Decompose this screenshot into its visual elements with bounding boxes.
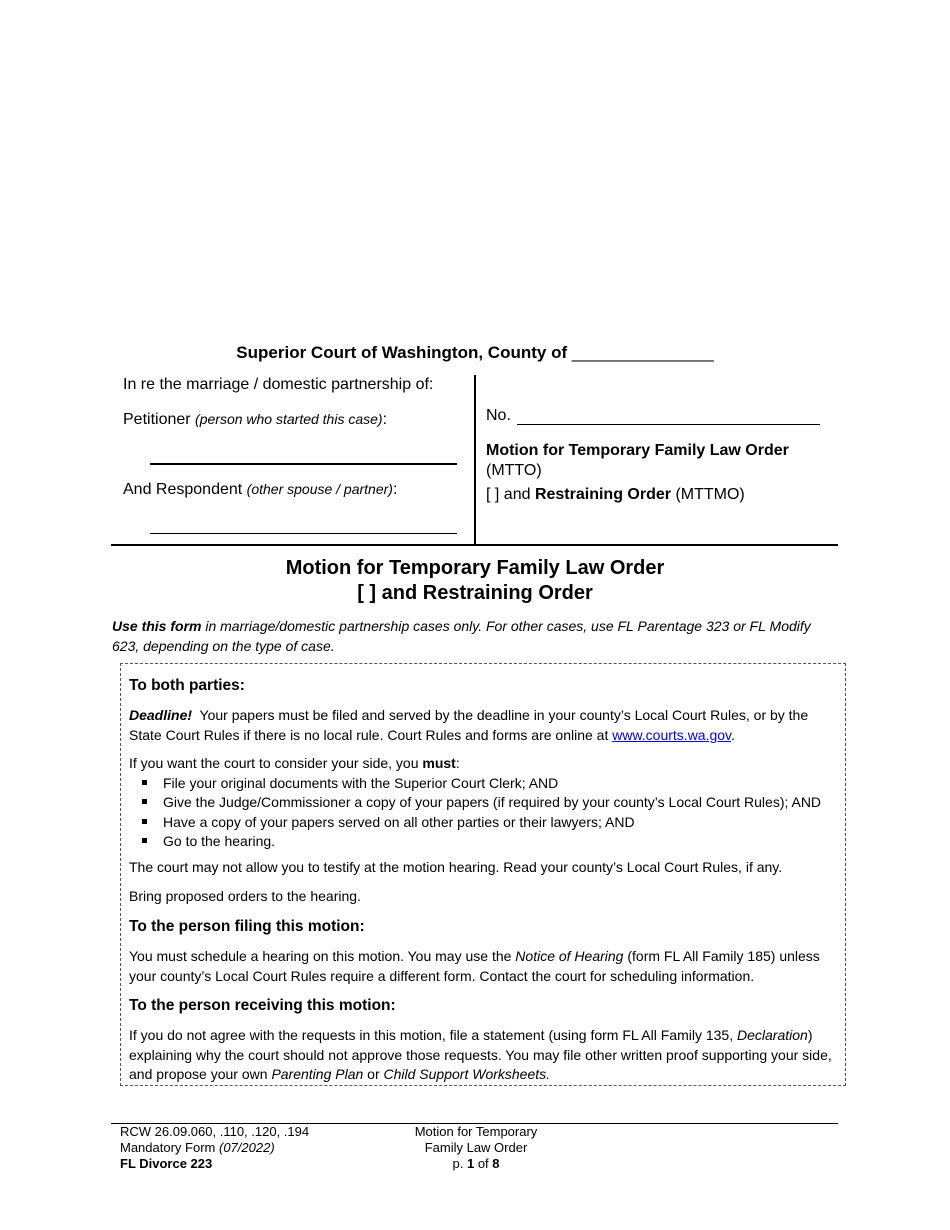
petitioner-label <box>123 411 387 429</box>
consider-text: If you want the court to consider your side, you <box>129 755 419 771</box>
respondent-note: (other spouse / partner) <box>246 481 393 497</box>
petitioner-note: (person who started this case) <box>195 411 383 427</box>
case-number-line[interactable] <box>517 424 820 425</box>
footer-center <box>376 1124 576 1172</box>
filing-italic: Notice of Hearing <box>515 948 624 964</box>
receiving-italic-declaration: Declaration <box>737 1027 808 1043</box>
form-title-bold: Motion for Temporary Family Law Order <box>486 442 789 459</box>
courts-website-link[interactable]: www.courts.wa.gov <box>612 726 732 743</box>
requirements-list <box>129 774 834 852</box>
footer-page <box>376 1156 576 1172</box>
restraining-checkbox[interactable]: [ ] <box>486 486 500 503</box>
receiving-or: or <box>367 1066 380 1082</box>
court-title <box>0 343 950 363</box>
consider-must: must <box>422 755 456 771</box>
list-item <box>129 793 834 813</box>
main-title-line2: [ ] and Restraining Order <box>357 582 593 604</box>
restraining-code: (MTTMO) <box>675 486 745 503</box>
bring-orders-paragraph: Bring proposed orders to the hearing. <box>129 888 361 904</box>
footer-mandatory <box>120 1140 309 1156</box>
bullet-icon <box>142 838 147 843</box>
footer-page-num: 1 <box>466 1156 475 1171</box>
form-title-code: (MTTO) <box>486 462 542 479</box>
court-title-text: Superior Court of Washington, County of <box>236 343 568 362</box>
case-number-label: No. <box>486 407 511 424</box>
consider-paragraph: If you want the court to consider your side, you must: File your original documents with the Superior Court Clerk; AND Give the Judge/Commissioner a copy of your papers (if required by your county’s Local Court Rules); AND Have a copy of your papers served on all other parties or their lawyers; AND Go to the hearing. <box>129 754 834 852</box>
receiving-italic-parenting-plan: Parenting Plan <box>271 1066 364 1082</box>
respondent-colon: : <box>392 481 398 498</box>
bullet-icon <box>142 780 147 785</box>
bullet-icon <box>142 799 147 804</box>
filing-pre: You must schedule a hearing on this motion. You may use the <box>129 948 512 964</box>
list-item-text: Have a copy of your papers served on all other parties or their lawyers; AND <box>163 813 635 830</box>
receiving-italic-worksheets: Child Support Worksheets. <box>383 1066 551 1082</box>
use-form-rest: in marriage/domestic partnership cases only. For other cases, use FL Parentage 323 or FL Modify 623, depending on the type of case. <box>112 618 811 654</box>
use-form-bold: Use this form <box>112 618 202 634</box>
receiving-pre: If you do not agree with the requests in this motion, file a statement (using form FL All Family 135, <box>129 1027 734 1043</box>
filing-paragraph <box>129 947 834 986</box>
deadline-text: Your papers must be filed and served by the deadline in your county’s Local Court Rules, or by the State Court Rules if there is no local rule. Court Rules and forms are online at <box>129 707 809 743</box>
footer-center-line1: Motion for Temporary <box>414 1124 538 1139</box>
deadline-label: Deadline! <box>129 707 193 723</box>
caption-horizontal-divider <box>111 544 838 546</box>
list-item-text: Give the Judge/Commissioner a copy of your papers (if required by your county’s Local Court Rules); AND <box>163 794 822 810</box>
footer-left <box>120 1124 309 1172</box>
list-item <box>129 832 834 852</box>
restraining-option <box>486 486 745 504</box>
footer-page-prefix: p. <box>452 1156 464 1171</box>
and-text: and <box>503 486 531 503</box>
respondent-label-text: And Respondent <box>123 481 243 498</box>
use-form-note <box>112 616 832 656</box>
deadline-period: . <box>731 726 735 743</box>
list-item-text: File your original documents with the Superior Court Clerk; AND <box>163 774 559 791</box>
caption-vertical-divider <box>474 375 476 545</box>
petitioner-name-line[interactable] <box>150 463 457 465</box>
list-item <box>129 813 834 833</box>
bullet-icon <box>142 819 147 824</box>
receiving-heading: To the person receiving this motion: <box>129 997 396 1014</box>
restraining-bold: Restraining Order <box>534 486 671 503</box>
footer-page-of: of <box>477 1156 489 1171</box>
footer-form-id: FL Divorce 223 <box>120 1156 213 1171</box>
footer-rcw: RCW 26.09.060, .110, .120, .194 <box>120 1124 310 1139</box>
receiving-paragraph <box>129 1026 834 1085</box>
testify-paragraph: The court may not allow you to testify at the motion hearing. Read your county’s Local Court Rules, if any. <box>129 859 783 875</box>
footer-center-line2: Family Law Order <box>424 1140 528 1155</box>
deadline-paragraph <box>129 706 834 745</box>
both-parties-heading: To both parties: <box>129 677 245 694</box>
respondent-name-line[interactable] <box>150 533 457 534</box>
filing-post: (form FL All Family 185) unless your county’s Local Court Rules require a different form. Contact the court for scheduling information. <box>129 948 820 984</box>
respondent-label <box>123 481 397 499</box>
county-blank[interactable]: _______________ <box>571 343 714 362</box>
footer-mandatory-date: (07/2022) <box>219 1140 275 1155</box>
petitioner-colon: : <box>382 411 388 428</box>
petitioner-label-text: Petitioner <box>123 411 191 428</box>
footer-mandatory-text: Mandatory Form <box>120 1140 216 1155</box>
receiving-mid: ) explaining why the court should not approve those requests. You may file other written proof supporting your side, and propose your own <box>129 1027 832 1082</box>
filing-heading: To the person filing this motion: <box>129 918 365 935</box>
footer-page-total: 8 <box>492 1156 500 1171</box>
list-item <box>129 774 834 794</box>
list-item-text: Go to the hearing. <box>163 833 276 849</box>
main-title-line1: Motion for Temporary Family Law Order <box>285 557 665 579</box>
in-re-label: In re the marriage / domestic partnership of: <box>123 376 434 393</box>
